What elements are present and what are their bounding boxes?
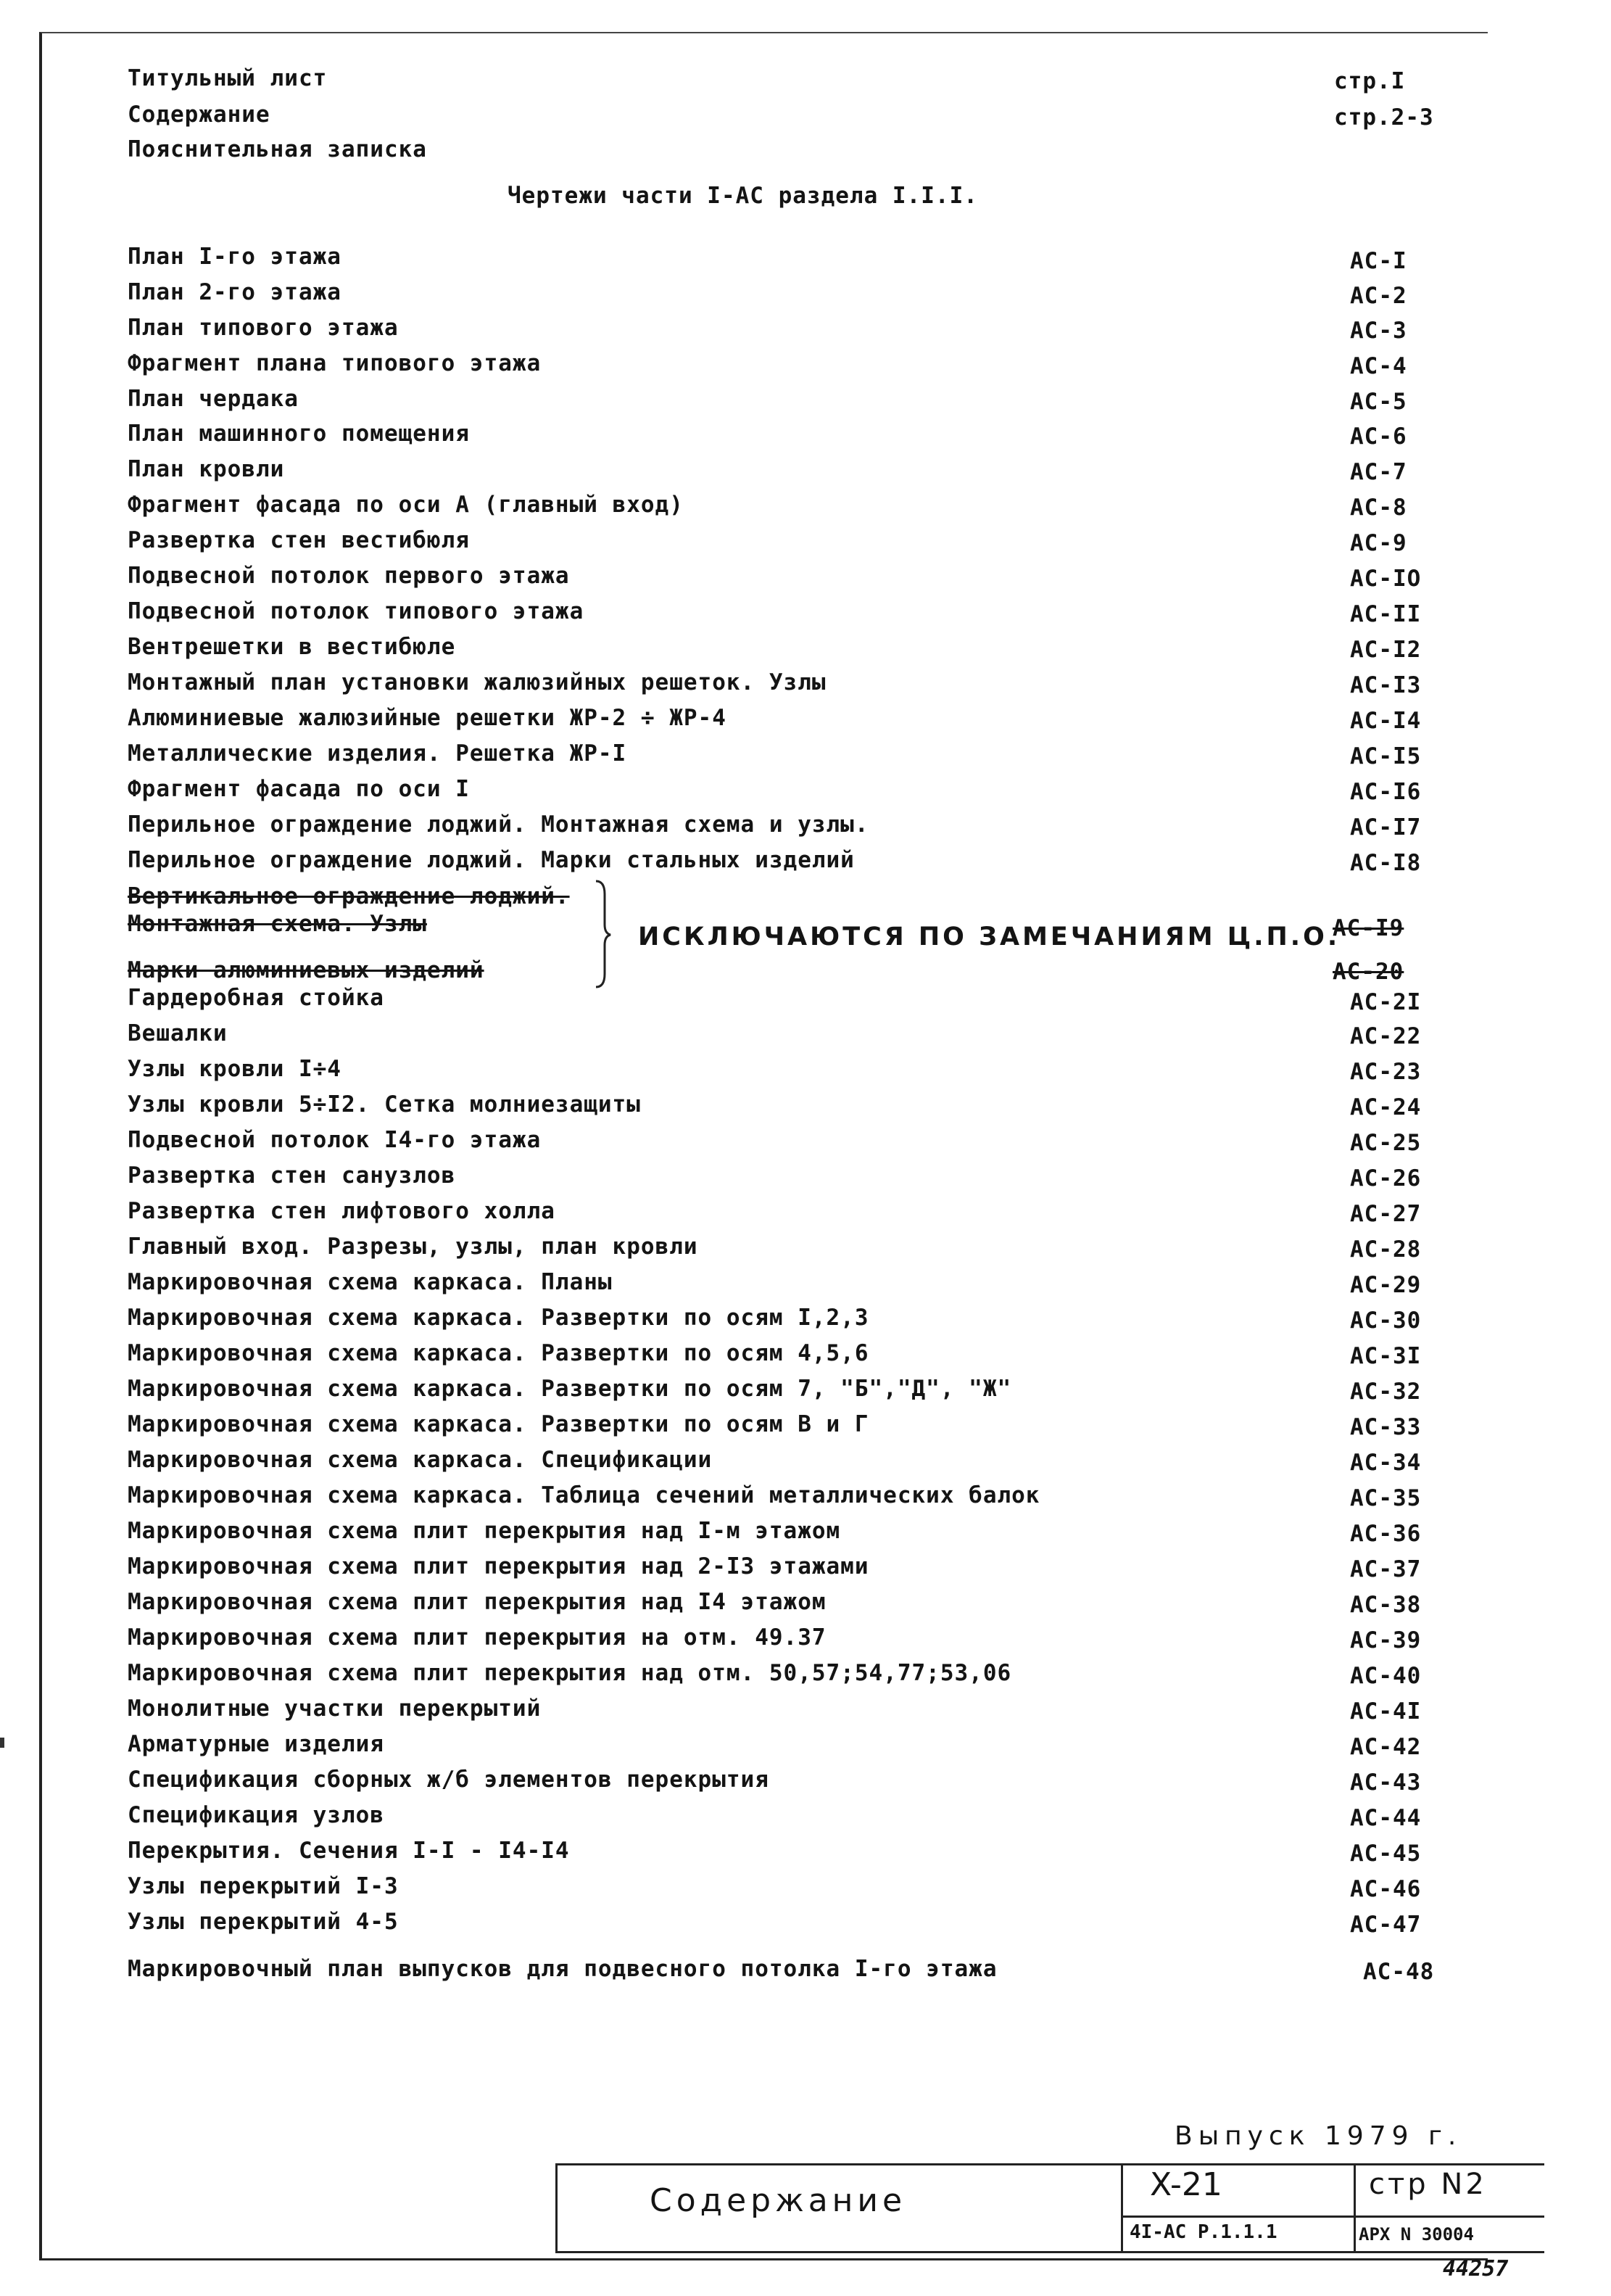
entry-code: АС-IO [1350,566,1422,592]
entry-code: АС-30 [1350,1308,1422,1334]
album-number: X-21 [1150,2166,1222,2203]
entry-label: Фрагмент фасада по оси I [128,776,470,802]
document-title: Содержание [650,2182,907,2219]
entry-label: Маркировочная схема каркаса. Развертки по осям I,2,3 [128,1305,869,1331]
entry-code: АС-23 [1350,1059,1422,1085]
entry-label: План 2-го этажа [128,279,341,305]
series-divider [1121,2216,1544,2218]
entry-label: Металлические изделия. Решетка ЖР-I [128,740,627,767]
entry-code: АС-9 [1350,530,1407,556]
entry-label: Перильное ограждение лоджий. Марки стальных изделий [128,847,855,873]
issue-year: Выпуск 1979 г. [1175,2121,1462,2151]
explanatory-note-label: Пояснительная записка [128,136,427,162]
entry-code: АС-45 [1350,1841,1422,1867]
entry-label: Маркировочная схема плит перекрытия над I4 этажом [128,1589,827,1615]
entry-label: Маркировочная схема каркаса. Планы [128,1269,613,1295]
entry-code: АС-40 [1350,1663,1422,1689]
entry-label: Маркировочная схема каркаса. Спецификации [128,1447,713,1473]
entry-label: Перильное ограждение лоджий. Монтажная схема и узлы. [128,812,869,838]
entry-code: АС-47 [1350,1912,1422,1938]
entry-code: АС-33 [1350,1414,1422,1440]
excluded-entry-code: АС-I9 [1333,915,1404,941]
sheet-number: стр N2 [1369,2168,1487,2201]
entry-code: АС-I3 [1350,672,1422,698]
entry-code: АС-3 [1350,318,1407,344]
entry-code: АС-I5 [1350,743,1422,769]
scan-mark [0,1738,4,1748]
entry-code: АС-46 [1350,1876,1422,1902]
entry-code: АС-36 [1350,1521,1422,1547]
entry-label: Маркировочная схема каркаса. Таблица сечений металлических балок [128,1482,1040,1508]
entry-code: АС-32 [1350,1379,1422,1405]
entry-code: АС-34 [1350,1450,1422,1476]
entry-code: АС-I7 [1350,814,1422,841]
entry-label: Развертка стен лифтового холла [128,1198,555,1224]
entry-code: АС-8 [1350,495,1407,521]
entry-code: АС-37 [1350,1556,1422,1582]
entry-code: АС-II [1350,601,1422,627]
entry-code: АС-2I [1350,989,1422,1015]
entry-code: АС-4 [1350,353,1407,379]
entry-label: Маркировочная схема плит перекрытия на отм. 49.37 [128,1624,827,1651]
entry-code: АС-38 [1350,1592,1422,1618]
excluded-entry-label: Марки алюминиевых изделий [128,957,484,983]
entry-label: План чердака [128,386,299,412]
archive-label: АРХ N 30004 [1359,2224,1474,2245]
entry-label: Подвесной потолок I4-го этажа [128,1127,542,1153]
entry-code: АС-24 [1350,1094,1422,1120]
entry-code: АС-7 [1350,459,1407,485]
entry-label: Спецификация сборных ж/б элементов перекрытия [128,1767,769,1793]
excluded-entry-code: АС-20 [1333,959,1404,985]
archive-number: 44257 [1443,2256,1509,2281]
entry-label: Вешалки [128,1020,228,1046]
entry-label: Маркировочная схема плит перекрытия над отм. 50,57;54,77;53,06 [128,1660,1012,1686]
entry-code: АС-43 [1350,1770,1422,1796]
brace-mark [595,880,612,988]
entry-label: Фрагмент плана типового этажа [128,350,542,376]
entry-code: АС-I6 [1350,779,1422,805]
entry-label: Арматурные изделия [128,1731,384,1757]
entry-code: АС-4I [1350,1698,1422,1725]
entry-label: Маркировочная схема каркаса. Развертки по осям 4,5,6 [128,1340,869,1366]
entry-label: Главный вход. Разрезы, узлы, план кровли [128,1234,698,1260]
entry-code: АС-I4 [1350,708,1422,734]
entry-label: Перекрытия. Сечения I-I - I4-I4 [128,1838,570,1864]
contents-ref: стр.2-3 [1334,104,1434,131]
entry-code: АС-I2 [1350,637,1422,663]
entry-code: АС-2 [1350,283,1407,309]
entry-code: АС-29 [1350,1272,1422,1298]
entry-code: АС-35 [1350,1485,1422,1511]
entry-label: Узлы кровли 5÷I2. Сетка молниезащиты [128,1091,641,1118]
entry-code: АС-27 [1350,1201,1422,1227]
entry-label: Маркировочная схема каркаса. Развертки по осям 7, "Б","Д", "Ж" [128,1376,1012,1402]
title-page-label: Титульный лист [128,65,328,91]
entry-label: Спецификация узлов [128,1802,384,1828]
entry-code: АС-26 [1350,1165,1422,1192]
entry-code: АС-5 [1350,389,1407,415]
entry-label: Вентрешетки в вестибюле [128,634,456,660]
entry-code: АС-44 [1350,1805,1422,1831]
entry-label: Развертка стен вестибюля [128,527,470,553]
entry-label: Алюминиевые жалюзийные решетки ЖР-2 ÷ ЖР-4 [128,705,726,731]
entry-label: Гардеробная стойка [128,985,384,1011]
section-heading: Чертежи части I-АС раздела I.I.I. [508,183,978,209]
entry-code: АС-3I [1350,1343,1422,1369]
contents-label: Содержание [128,102,270,128]
entry-code: АС-6 [1350,424,1407,450]
excluded-entry-label: Монтажная схема. Узлы [128,911,427,937]
entry-label: План типового этажа [128,315,399,341]
entry-code: АС-39 [1350,1627,1422,1653]
entry-label: Фрагмент фасада по оси А (главный вход) [128,492,684,518]
entry-code: АС-I [1350,248,1407,274]
entry-label: Маркировочная схема плит перекрытия над 2-I3 этажами [128,1553,869,1579]
entry-label: План I-го этажа [128,244,341,270]
entry-code: АС-I8 [1350,850,1422,876]
entry-label: Подвесной потолок типового этажа [128,598,584,624]
exclusion-note: ИСКЛЮЧАЮТСЯ ПО ЗАМЕЧАНИЯМ Ц.П.О. [638,922,1341,951]
entry-label: Узлы кровли I÷4 [128,1056,341,1082]
entry-label: Узлы перекрытий 4-5 [128,1909,399,1935]
entry-label: Узлы перекрытий I-3 [128,1873,399,1899]
entry-label: Маркировочная схема плит перекрытия над I-м этажом [128,1518,841,1544]
entry-code: АС-22 [1350,1023,1422,1049]
entry-code: АС-28 [1350,1236,1422,1263]
title-page-ref: стр.I [1334,68,1406,94]
entry-code: АС-42 [1350,1734,1422,1760]
entry-label: План кровли [128,456,285,482]
title-block [555,2163,1544,2281]
excluded-entry-label: Вертикальное ограждение лоджий. [128,883,570,909]
entry-label: Маркировочный план выпусков для подвесного потолка I-го этажа [128,1956,998,1982]
entry-code: АС-25 [1350,1130,1422,1156]
entry-label: Развертка стен санузлов [128,1163,456,1189]
entry-label: Монолитные участки перекрытий [128,1696,542,1722]
entry-label: Маркировочная схема каркаса. Развертки по осям В и Г [128,1411,869,1437]
entry-label: Подвесной потолок первого этажа [128,563,570,589]
entry-code: АС-48 [1363,1959,1435,1985]
series-code: 4I-AC P.1.1.1 [1130,2221,1277,2243]
entry-label: Монтажный план установки жалюзийных решеток. Узлы [128,669,827,695]
entry-label: План машинного помещения [128,421,470,447]
